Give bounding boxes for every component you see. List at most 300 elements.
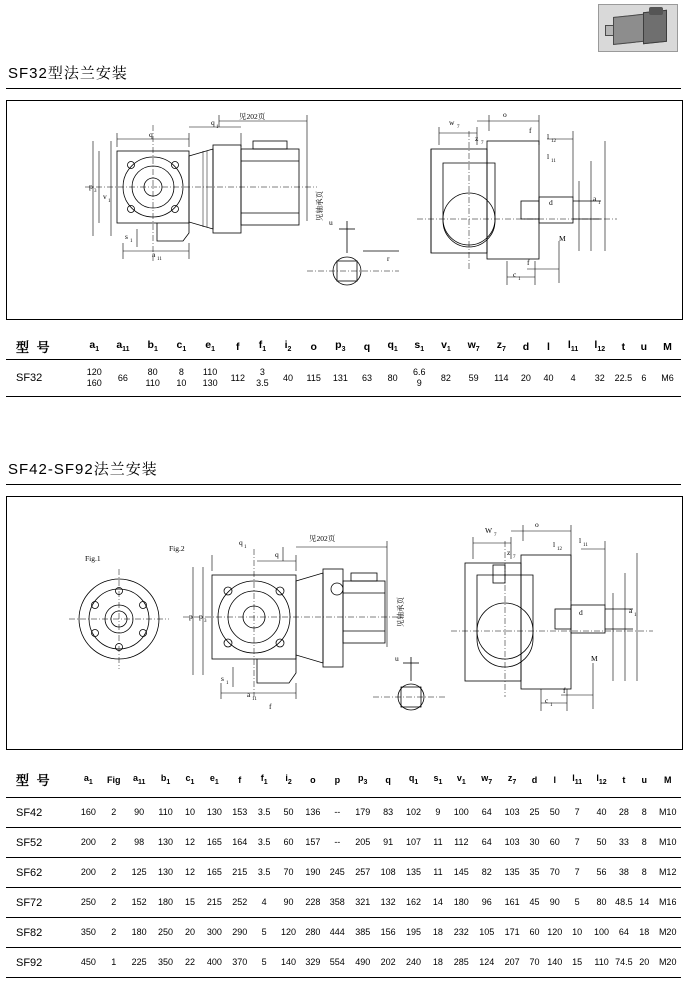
cell-model: SF42 [6, 798, 75, 828]
title-divider-2 [6, 484, 681, 485]
cell-d: 25 [524, 798, 544, 828]
svg-text:p: p [89, 182, 93, 191]
svg-text:f: f [529, 126, 532, 135]
cell-p3: 490 [350, 948, 376, 978]
cell-z7: 207 [500, 948, 524, 978]
svg-text:7: 7 [513, 555, 516, 560]
table1-header-row [6, 334, 681, 360]
th2-i2: $i_2$ [285, 773, 292, 786]
svg-text:11: 11 [551, 159, 556, 164]
table-row [6, 918, 681, 948]
cell-w7: 59 [459, 360, 488, 397]
cell-o: 329 [301, 948, 325, 978]
th2-f: f [238, 774, 242, 785]
svg-text:3: 3 [94, 189, 97, 194]
cell-v1: 232 [449, 918, 473, 948]
cell-t: 74.5 [614, 948, 634, 978]
cell-l: 140 [545, 948, 565, 978]
th2-e1: $e_1$ [209, 773, 219, 786]
svg-text:Fig.1: Fig.1 [85, 554, 101, 563]
cell-i2: 120 [276, 918, 300, 948]
svg-text:z: z [507, 548, 511, 557]
svg-text:a: a [247, 690, 251, 699]
cell-c1: 22 [179, 948, 201, 978]
svg-text:a: a [629, 606, 633, 615]
spec-table-sf42-92 [6, 762, 681, 978]
cell-c1: 10 [179, 798, 201, 828]
cell-t: 48.5 [614, 888, 634, 918]
cell-model: SF72 [6, 888, 75, 918]
cell-i2: 60 [276, 828, 300, 858]
th2-p3: $p_3$ [358, 773, 368, 786]
cell-a1: 450 [75, 948, 101, 978]
th2-b1: $b_1$ [160, 773, 171, 786]
svg-text:o: o [503, 110, 507, 119]
svg-text:u: u [395, 654, 399, 663]
cell-a1: 200 [75, 858, 101, 888]
table-row [6, 798, 681, 828]
svg-text:d: d [579, 608, 583, 617]
cell-l: 60 [545, 828, 565, 858]
cell-Fig: 2 [102, 888, 126, 918]
th-f: f [236, 340, 240, 353]
cell-z7: 161 [500, 888, 524, 918]
cell-Fig: 2 [102, 828, 126, 858]
th2-a1: $a_1$ [83, 773, 93, 786]
cell-i2: 90 [276, 888, 300, 918]
svg-text:M: M [559, 234, 566, 243]
th-t: t [621, 340, 626, 353]
cell-q: 202 [376, 948, 400, 978]
cell-s1: 14 [427, 888, 449, 918]
cell-model: SF32 [6, 360, 80, 397]
table2-header-row [6, 762, 681, 798]
cell-a1: 200 [75, 828, 101, 858]
svg-text:1: 1 [226, 681, 229, 686]
cell-f: 370 [228, 948, 252, 978]
cell-l: 40 [537, 360, 560, 397]
th-c1: $c_1$ [176, 339, 187, 354]
drawing-frame-sf42 [6, 496, 683, 750]
cell-e1: 130 [201, 798, 227, 828]
cell-d: 60 [524, 918, 544, 948]
svg-text:1: 1 [244, 545, 247, 550]
section-title-sf32: SF32型法兰安装 [8, 65, 128, 82]
cell-s1: 11 [427, 828, 449, 858]
cell-q: 108 [376, 858, 400, 888]
cell-u: 8 [634, 858, 654, 888]
cell-u: 8 [634, 798, 654, 828]
cell-f1: 3.5 [252, 828, 276, 858]
cell-u: 14 [634, 888, 654, 918]
cell-o: 228 [301, 888, 325, 918]
cell-z7: 114 [488, 360, 515, 397]
cell-q: 91 [376, 828, 400, 858]
svg-text:7: 7 [494, 533, 497, 538]
cell-o: 115 [301, 360, 326, 397]
cell-f1: 3 3.5 [250, 360, 275, 397]
cell-d: 70 [524, 948, 544, 978]
svg-text:见202页: 见202页 [239, 112, 266, 121]
svg-text:q: q [239, 538, 243, 547]
svg-text:3: 3 [204, 619, 207, 624]
cell-b1: 130 [152, 858, 178, 888]
cell-w7: 64 [474, 828, 500, 858]
svg-text:见轴承页: 见轴承页 [396, 597, 405, 627]
cell-e1: 400 [201, 948, 227, 978]
product-photo [598, 4, 678, 52]
cell-u: 18 [634, 918, 654, 948]
cell-d: 20 [515, 360, 538, 397]
th-o: o [310, 340, 317, 353]
cell-w7: 105 [474, 918, 500, 948]
cell-s1: 18 [427, 918, 449, 948]
cell-l11: 7 [565, 828, 589, 858]
cell-f: 215 [228, 858, 252, 888]
cell-p: -- [325, 828, 349, 858]
svg-text:12: 12 [551, 139, 556, 144]
cell-p3: 179 [350, 798, 376, 828]
cell-l: 50 [545, 798, 565, 828]
th2-model: 型 号 [16, 773, 52, 788]
svg-text:a: a [152, 250, 156, 259]
svg-text:见202页: 见202页 [309, 534, 336, 543]
cell-e1: 300 [201, 918, 227, 948]
svg-text:11: 11 [252, 697, 257, 702]
cell-q1: 107 [400, 828, 426, 858]
cell-p3: 321 [350, 888, 376, 918]
cell-a1: 160 [75, 798, 101, 828]
svg-text:u: u [329, 218, 333, 227]
cell-v1: 112 [449, 828, 473, 858]
cell-p3: 205 [350, 828, 376, 858]
cell-v1: 145 [449, 858, 473, 888]
th-d: d [522, 340, 530, 353]
svg-text:w: w [449, 118, 455, 127]
cell-a1: 120 160 [80, 360, 109, 397]
th2-p: p [334, 774, 341, 785]
table2-body [6, 798, 681, 978]
table-row [6, 828, 681, 858]
svg-text:1: 1 [550, 703, 553, 708]
th-u: u [640, 340, 648, 353]
cell-o: 136 [301, 798, 325, 828]
th2-q: q [385, 774, 391, 785]
cell-q: 132 [376, 888, 400, 918]
th-e1: $e_1$ [205, 339, 215, 354]
svg-text:l: l [547, 152, 550, 161]
svg-text:c: c [545, 696, 549, 705]
cell-v1: 100 [449, 798, 473, 828]
svg-text:f: f [563, 686, 566, 695]
th-i2: $i_2$ [284, 339, 292, 354]
cell-q1: 162 [400, 888, 426, 918]
cell-t: 28 [614, 798, 634, 828]
th2-z7: $z_7$ [507, 773, 517, 786]
cell-e1: 165 [201, 858, 227, 888]
cell-d: 35 [524, 858, 544, 888]
cell-a11: 152 [126, 888, 152, 918]
svg-text:v: v [103, 192, 107, 201]
cell-e1: 215 [201, 888, 227, 918]
cell-l11: 5 [565, 888, 589, 918]
cell-f1: 3.5 [252, 858, 276, 888]
svg-text:7: 7 [457, 125, 460, 130]
th2-M: M [663, 774, 672, 785]
drawing-sf42 [7, 497, 680, 747]
cell-a11: 180 [126, 918, 152, 948]
cell-t: 64 [614, 918, 634, 948]
cell-b1: 250 [152, 918, 178, 948]
cell-o: 280 [301, 918, 325, 948]
th-z7: $z_7$ [496, 339, 506, 354]
cell-s1: 9 [427, 798, 449, 828]
svg-text:q: q [149, 130, 153, 139]
cell-d: 45 [524, 888, 544, 918]
th-l: l [547, 340, 550, 353]
svg-text:q: q [275, 550, 279, 559]
cell-l: 70 [545, 858, 565, 888]
cell-model: SF82 [6, 918, 75, 948]
th2-q1: $q_1$ [408, 773, 419, 786]
svg-text:11: 11 [157, 257, 162, 262]
cell-p: -- [325, 798, 349, 828]
svg-text:s: s [125, 232, 128, 241]
th2-s1: $s_1$ [433, 773, 443, 786]
cell-z7: 135 [500, 858, 524, 888]
svg-text:o: o [535, 520, 539, 529]
th-a1: $a_1$ [89, 339, 100, 354]
svg-text:r: r [387, 254, 390, 263]
cell-q: 83 [376, 798, 400, 828]
cell-b1: 350 [152, 948, 178, 978]
cell-q1: 195 [400, 918, 426, 948]
cell-b1: 110 [152, 798, 178, 828]
svg-text:f: f [527, 258, 530, 267]
cell-a11: 66 [109, 360, 138, 397]
svg-text:f: f [269, 702, 272, 711]
cell-w7: 64 [474, 798, 500, 828]
th-a11: $a_{11}$ [116, 339, 130, 354]
th-f1: $f_1$ [258, 339, 267, 354]
cell-M: M20 [654, 948, 681, 978]
cell-a11: 98 [126, 828, 152, 858]
th-w7: $w_7$ [467, 339, 480, 354]
th-M: M [663, 340, 672, 353]
table-row [6, 948, 681, 978]
cell-z7: 103 [500, 798, 524, 828]
cell-l12: 50 [589, 828, 613, 858]
th2-a11: $a_{11}$ [132, 773, 146, 786]
svg-text:d: d [549, 198, 553, 207]
svg-text:1: 1 [130, 239, 133, 244]
cell-a11: 125 [126, 858, 152, 888]
cell-t: 33 [614, 828, 634, 858]
cell-t: 22.5 [613, 360, 634, 397]
cell-f: 290 [228, 918, 252, 948]
cell-b1: 80 110 [137, 360, 168, 397]
cell-model: SF52 [6, 828, 75, 858]
svg-text:p: p [189, 612, 193, 621]
svg-text:M: M [591, 654, 598, 663]
cell-f1: 5 [252, 918, 276, 948]
cell-i2: 140 [276, 948, 300, 978]
svg-text:a: a [593, 194, 597, 203]
svg-text:l: l [579, 536, 582, 545]
cell-M: M6 [654, 360, 681, 397]
cell-model: SF62 [6, 858, 75, 888]
drawing-frame-sf32 [6, 100, 683, 320]
cell-o: 190 [301, 858, 325, 888]
cell-M: M12 [654, 858, 681, 888]
table-row [6, 858, 681, 888]
th2-f1: $f_1$ [260, 773, 268, 786]
th2-l: l [553, 774, 557, 785]
svg-text:c: c [513, 270, 517, 279]
cell-c1: 12 [179, 858, 201, 888]
cell-t: 38 [614, 858, 634, 888]
cell-Fig: 2 [102, 918, 126, 948]
cell-f1: 5 [252, 948, 276, 978]
cell-l12: 110 [589, 948, 613, 978]
cell-b1: 130 [152, 828, 178, 858]
th2-u: u [641, 774, 647, 785]
cell-f1: 3.5 [252, 798, 276, 828]
cell-a1: 350 [75, 918, 101, 948]
cell-l12: 100 [589, 918, 613, 948]
cell-q1: 102 [400, 798, 426, 828]
cell-Fig: 1 [102, 948, 126, 978]
cell-a11: 90 [126, 798, 152, 828]
cell-u: 6 [634, 360, 655, 397]
th-v1: $v_1$ [441, 339, 451, 354]
cell-w7: 96 [474, 888, 500, 918]
svg-text:s: s [221, 674, 224, 683]
cell-l11: 4 [560, 360, 587, 397]
th2-l11: $l_{11}$ [572, 773, 583, 786]
cell-q1: 80 [379, 360, 406, 397]
svg-text:1: 1 [598, 201, 601, 206]
cell-l11: 10 [565, 918, 589, 948]
cell-p: 358 [325, 888, 349, 918]
cell-p: 444 [325, 918, 349, 948]
cell-f: 164 [228, 828, 252, 858]
th2-t: t [622, 774, 626, 785]
cell-e1: 110 130 [195, 360, 226, 397]
photo-cap [649, 7, 663, 15]
svg-text:p: p [199, 612, 203, 621]
cell-q1: 135 [400, 858, 426, 888]
cell-b1: 180 [152, 888, 178, 918]
svg-text:1: 1 [108, 199, 111, 204]
cell-M: M10 [654, 798, 681, 828]
cell-a1: 250 [75, 888, 101, 918]
cell-l11: 7 [565, 858, 589, 888]
svg-text:1: 1 [216, 125, 219, 130]
svg-text:l: l [547, 132, 550, 141]
th-model: 型 号 [16, 340, 52, 355]
cell-l: 120 [545, 918, 565, 948]
cell-v1: 285 [449, 948, 473, 978]
cell-p: 554 [325, 948, 349, 978]
cell-a11: 225 [126, 948, 152, 978]
cell-o: 157 [301, 828, 325, 858]
th2-c1: $c_1$ [185, 773, 195, 786]
th-l12: $l_{12}$ [594, 339, 606, 354]
th2-l12: $l_{12}$ [596, 773, 607, 786]
cell-l: 90 [545, 888, 565, 918]
th-s1: $s_1$ [414, 339, 425, 354]
cell-f1: 4 [252, 888, 276, 918]
cell-l12: 56 [589, 858, 613, 888]
cell-w7: 124 [474, 948, 500, 978]
cell-f: 112 [225, 360, 250, 397]
svg-text:z: z [475, 134, 479, 143]
th-q1: $q_1$ [387, 339, 398, 354]
cell-u: 20 [634, 948, 654, 978]
cell-M: M10 [654, 828, 681, 858]
table-row [6, 888, 681, 918]
cell-q1: 240 [400, 948, 426, 978]
th-q: q [363, 340, 371, 353]
svg-text:7: 7 [481, 141, 484, 146]
cell-i2: 70 [276, 858, 300, 888]
cell-q: 63 [355, 360, 380, 397]
cell-l11: 7 [565, 798, 589, 828]
cell-z7: 103 [500, 828, 524, 858]
cell-l12: 40 [589, 798, 613, 828]
svg-text:12: 12 [557, 547, 562, 552]
cell-s1: 11 [427, 858, 449, 888]
th2-w7: $w_7$ [481, 773, 493, 786]
section-title-sf42: SF42-SF92法兰安装 [8, 461, 158, 478]
cell-w7: 82 [474, 858, 500, 888]
th2-v1: $v_1$ [456, 773, 466, 786]
cell-p3: 131 [326, 360, 355, 397]
svg-text:q: q [211, 118, 215, 127]
cell-u: 8 [634, 828, 654, 858]
th-p3: $p_3$ [335, 339, 346, 354]
cell-c1: 15 [179, 888, 201, 918]
cell-i2: 50 [276, 798, 300, 828]
cell-l11: 15 [565, 948, 589, 978]
cell-l12: 32 [586, 360, 613, 397]
cell-i2: 40 [275, 360, 302, 397]
cell-f: 252 [228, 888, 252, 918]
cell-v1: 82 [433, 360, 460, 397]
cell-q: 156 [376, 918, 400, 948]
cell-c1: 12 [179, 828, 201, 858]
svg-text:l: l [553, 540, 556, 549]
cell-v1: 180 [449, 888, 473, 918]
svg-text:11: 11 [583, 543, 588, 548]
cell-p: 245 [325, 858, 349, 888]
svg-text:1: 1 [634, 613, 637, 618]
cell-z7: 171 [500, 918, 524, 948]
th-b1: $b_1$ [147, 339, 158, 354]
cell-model: SF92 [6, 948, 75, 978]
table1-row-sf32 [6, 360, 681, 397]
cell-s1: 6.6 9 [406, 360, 433, 397]
svg-text:W: W [485, 526, 493, 535]
th-l11: $l_{11}$ [567, 339, 579, 354]
cell-f: 153 [228, 798, 252, 828]
cell-p3: 385 [350, 918, 376, 948]
cell-c1: 20 [179, 918, 201, 948]
spec-table-sf32 [6, 334, 681, 397]
cell-l12: 80 [589, 888, 613, 918]
cell-e1: 165 [201, 828, 227, 858]
